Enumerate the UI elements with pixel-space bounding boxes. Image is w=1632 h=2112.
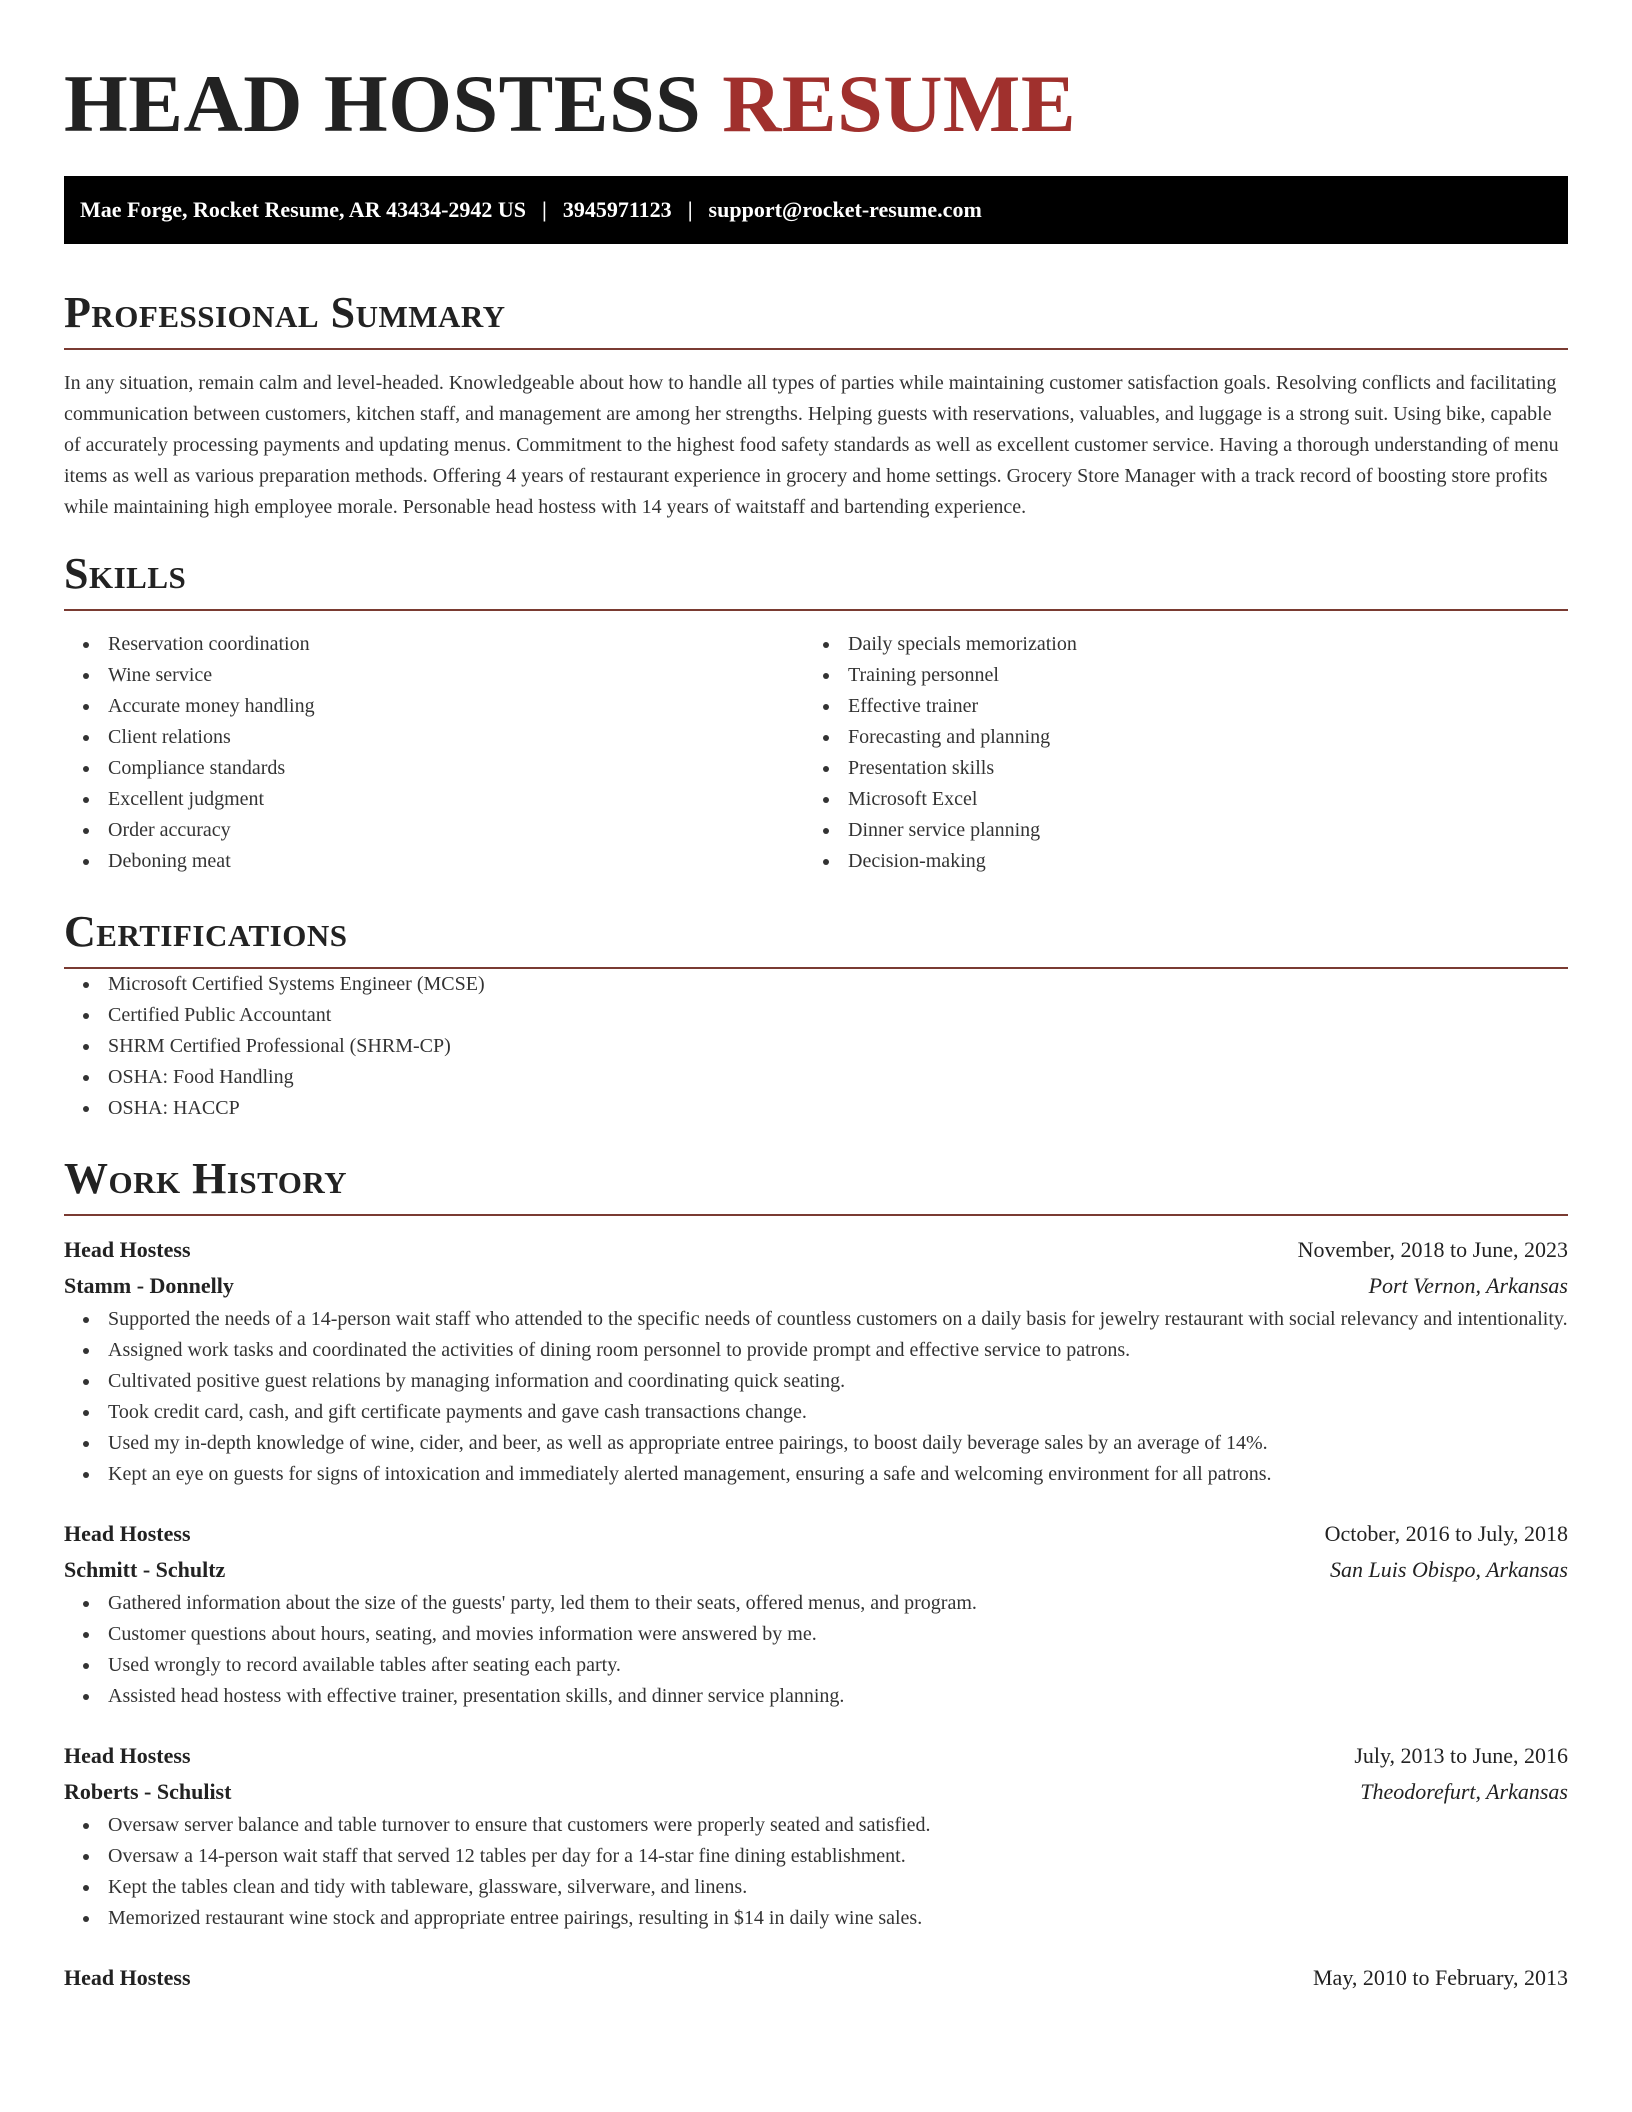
job-company: Stamm - Donnelly bbox=[64, 1273, 234, 1298]
certification-item: OSHA: HACCP bbox=[64, 1093, 1568, 1124]
title-main: HEAD HOSTESS bbox=[64, 58, 702, 149]
job-duty: Kept the tables clean and tidy with tableware, glassware, silverware, and linens. bbox=[64, 1872, 1568, 1903]
job-dates: May, 2010 to February, 2013 bbox=[1313, 1965, 1568, 1990]
contact-email: support@rocket-resume.com bbox=[708, 197, 982, 222]
job-duty: Cultivated positive guest relations by managing information and coordinating quick seating. bbox=[64, 1366, 1568, 1397]
job-duties-list bbox=[64, 1810, 1568, 1934]
skill-item: Excellent judgment bbox=[64, 784, 804, 815]
job-title: Head Hostess bbox=[64, 1521, 191, 1546]
job-dates: October, 2016 to July, 2018 bbox=[1324, 1521, 1568, 1546]
summary-text: In any situation, remain calm and level-headed. Knowledgeable about how to handle all types of parties while maintaining customer satisfaction goals. Resolving conflicts and facilitating communication between customers, kitchen staff, and management are among her strengths. Helping guests with reservations, valuables, and luggage is a strong suit. Using bike, capable of accurately processing payments and updating menus. Commitment to the highest food safety standards as well as excellent customer service. Having a thorough understanding of menu items as well as various preparation methods. Offering 4 years of restaurant experience in grocery and home settings. Grocery Store Manager with a track record of boosting store profits while maintaining high employee morale. Personable head hostess with 14 years of waitstaff and bartending experience. bbox=[64, 372, 1559, 518]
job-duty: Gathered information about the size of the guests' party, led them to their seats, offered menus, and program. bbox=[64, 1588, 1568, 1619]
job-company-row bbox=[64, 1774, 1568, 1810]
section-title-skills: Skills bbox=[64, 549, 187, 598]
summary-section bbox=[64, 288, 1568, 523]
job-company-row bbox=[64, 1268, 1568, 1304]
job-duty: Supported the needs of a 14-person wait staff who attended to the specific needs of countless customers on a daily basis for jewelry restaurant with social relevancy and intentionality. bbox=[64, 1304, 1568, 1335]
skill-item: Client relations bbox=[64, 722, 804, 753]
contact-address: Mae Forge, Rocket Resume, AR 43434-2942 US bbox=[80, 197, 527, 222]
skill-item: Deboning meat bbox=[64, 846, 804, 877]
job-company: Schmitt - Schultz bbox=[64, 1557, 226, 1582]
skill-item: Forecasting and planning bbox=[804, 722, 1544, 753]
job-duty: Customer questions about hours, seating, and movies information were answered by me. bbox=[64, 1619, 1568, 1650]
job-duty: Oversaw a 14-person wait staff that served 12 tables per day for a 14-star fine dining establishment. bbox=[64, 1841, 1568, 1872]
certification-item: Certified Public Accountant bbox=[64, 1000, 1568, 1031]
job-location: Theodorefurt, Arkansas bbox=[1360, 1779, 1568, 1804]
job-title: Head Hostess bbox=[64, 1237, 191, 1262]
job-duty: Oversaw server balance and table turnover to ensure that customers were properly seated and satisfied. bbox=[64, 1810, 1568, 1841]
job-entry bbox=[64, 1232, 1568, 1490]
section-title-work-history: Work History bbox=[64, 1154, 348, 1203]
skill-item: Wine service bbox=[64, 660, 804, 691]
skill-item: Decision-making bbox=[804, 846, 1544, 877]
job-duty: Memorized restaurant wine stock and appropriate entree pairings, resulting in $14 in daily wine sales. bbox=[64, 1903, 1568, 1934]
job-company-row bbox=[64, 1552, 1568, 1588]
job-entry bbox=[64, 1516, 1568, 1712]
skill-item: Training personnel bbox=[804, 660, 1544, 691]
skill-item: Effective trainer bbox=[804, 691, 1544, 722]
job-duty: Assigned work tasks and coordinated the activities of dining room personnel to provide prompt and effective service to patrons. bbox=[64, 1335, 1568, 1366]
certifications-section bbox=[64, 907, 1568, 1124]
job-title: Head Hostess bbox=[64, 1965, 191, 1990]
job-duty: Used wrongly to record available tables after seating each party. bbox=[64, 1650, 1568, 1681]
section-divider bbox=[64, 609, 1568, 611]
contact-phone: 3945971123 bbox=[562, 197, 672, 222]
skill-item: Accurate money handling bbox=[64, 691, 804, 722]
job-dates: July, 2013 to June, 2016 bbox=[1354, 1743, 1568, 1768]
job-title-row bbox=[64, 1232, 1568, 1268]
job-duty: Took credit card, cash, and gift certificate payments and gave cash transactions change. bbox=[64, 1397, 1568, 1428]
contact-separator: | bbox=[542, 197, 547, 222]
resume-title bbox=[64, 0, 1568, 152]
skill-item: Dinner service planning bbox=[804, 815, 1544, 846]
job-dates: November, 2018 to June, 2023 bbox=[1297, 1237, 1568, 1262]
skill-item: Order accuracy bbox=[64, 815, 804, 846]
job-title-row bbox=[64, 1516, 1568, 1552]
job-location: San Luis Obispo, Arkansas bbox=[1330, 1557, 1568, 1582]
certification-item: SHRM Certified Professional (SHRM-CP) bbox=[64, 1031, 1568, 1062]
certifications-list bbox=[64, 969, 1568, 1124]
title-accent: RESUME bbox=[722, 58, 1077, 149]
skills-section bbox=[64, 549, 1568, 877]
section-title-summary: Professional Summary bbox=[64, 288, 506, 337]
skill-item: Reservation coordination bbox=[64, 629, 804, 660]
skills-columns bbox=[64, 629, 1568, 877]
contact-separator: | bbox=[687, 197, 693, 222]
job-entry bbox=[64, 1738, 1568, 1934]
job-entry bbox=[64, 1960, 1568, 1996]
job-duties-list bbox=[64, 1304, 1568, 1490]
job-company: Roberts - Schulist bbox=[64, 1779, 232, 1804]
section-divider bbox=[64, 348, 1568, 350]
section-title-certifications: Certifications bbox=[64, 907, 348, 956]
job-duty: Assisted head hostess with effective trainer, presentation skills, and dinner service planning. bbox=[64, 1681, 1568, 1712]
work-history-section bbox=[64, 1154, 1568, 1996]
section-divider bbox=[64, 1214, 1568, 1216]
skill-item: Presentation skills bbox=[804, 753, 1544, 784]
job-title-row bbox=[64, 1738, 1568, 1774]
job-title: Head Hostess bbox=[64, 1743, 191, 1768]
job-duties-list bbox=[64, 1588, 1568, 1712]
job-duty: Kept an eye on guests for signs of intoxication and immediately alerted management, ensuring a safe and welcoming environment for all patrons. bbox=[64, 1459, 1568, 1490]
certification-item: Microsoft Certified Systems Engineer (MCSE) bbox=[64, 969, 1568, 1000]
skill-item: Compliance standards bbox=[64, 753, 804, 784]
certification-item: OSHA: Food Handling bbox=[64, 1062, 1568, 1093]
skill-item: Daily specials memorization bbox=[804, 629, 1544, 660]
job-location: Port Vernon, Arkansas bbox=[1368, 1273, 1568, 1298]
skills-list-left bbox=[64, 629, 804, 877]
skill-item: Microsoft Excel bbox=[804, 784, 1544, 815]
skills-list-right bbox=[804, 629, 1544, 877]
contact-bar bbox=[64, 176, 1568, 244]
job-duty: Used my in-depth knowledge of wine, cider, and beer, as well as appropriate entree pairings, to boost daily beverage sales by an average of 14%. bbox=[64, 1428, 1568, 1459]
job-title-row bbox=[64, 1960, 1568, 1996]
